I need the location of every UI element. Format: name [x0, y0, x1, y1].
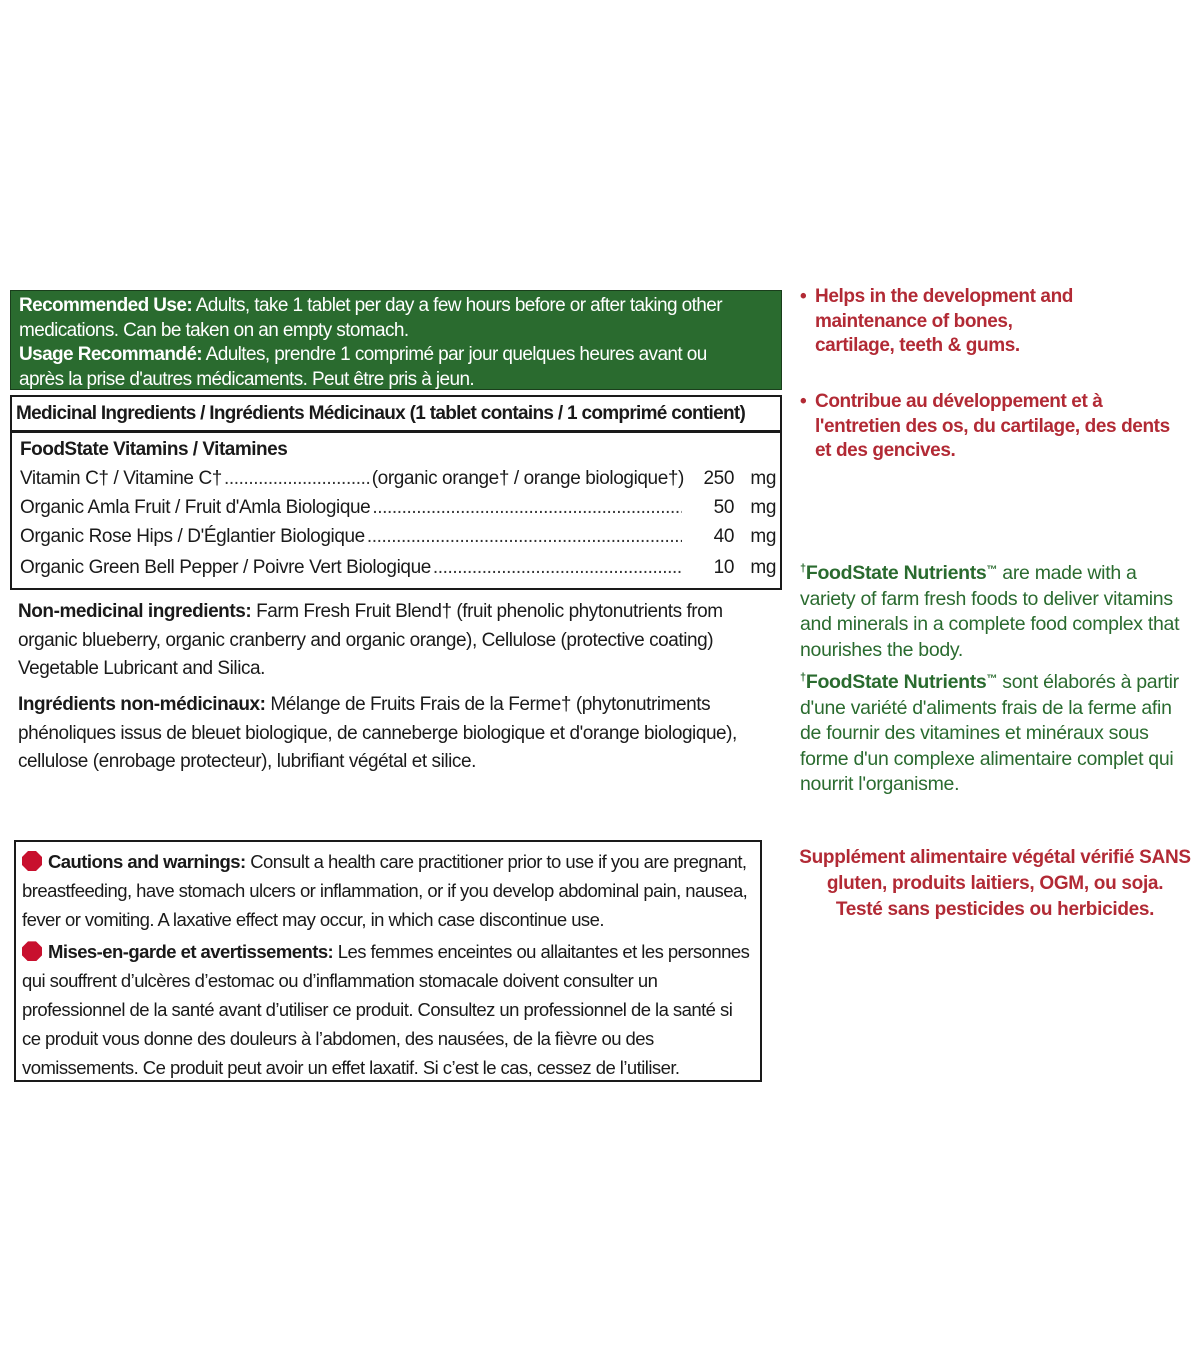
claim-en [800, 285, 1192, 359]
ingredient-name: Organic Amla Fruit / Fruit d'Amla Biologique [20, 497, 371, 518]
ingredient-row [20, 523, 776, 551]
non-medicinal-text: Farm Fresh Fruit Blend† (fruit phenolic phytonutrients from organic blueberry, organic cranberry and organic orange), Cellulose (protective coating) Vegetable Lubricant and Silica. [18, 601, 723, 679]
bullet-icon: • [800, 391, 807, 412]
ingredient-group-title: FoodState Vitamins / Vitamines [20, 439, 288, 460]
cautions-fr [22, 938, 754, 1082]
leader-dots [372, 494, 682, 522]
foodstate-note-en [800, 558, 1192, 663]
ingredient-unit: mg [750, 468, 776, 489]
non-medicinal-fr-label: Ingrédients non-médicinaux: [18, 694, 266, 715]
medicinal-ingredients-box [10, 395, 782, 590]
ingredient-amount: 50 [713, 497, 734, 518]
cautions-en [22, 848, 754, 934]
ingredient-amount: 10 [713, 557, 734, 578]
dagger-mark: † [800, 671, 806, 684]
trademark-mark: ™ [986, 673, 998, 685]
medicinal-ingredients-header: Medicinal Ingredients / Ingrédients Médicinaux (1 tablet contains / 1 comprimé contient) [12, 397, 780, 433]
cautions-box [14, 840, 762, 1082]
leader-dots [224, 465, 370, 493]
free-claim-line-1: Supplément alimentaire végétal vérifié SANS [799, 847, 1191, 868]
ingredient-amount: 250 [703, 468, 734, 489]
cautions-label: Cautions and warnings: [48, 851, 246, 872]
ingredient-amount: 40 [713, 526, 734, 547]
ingredient-unit: mg [750, 497, 776, 518]
leader-dots [367, 523, 682, 551]
ingredient-unit: mg [750, 557, 776, 578]
cautions-fr-text: Les femmes enceintes ou allaitantes et les personnes qui souffrent d’ulcères d’estomac ou d’inflammation stomacale doivent consulter un professionnel de la santé avant d’utiliser ce produit. Consultez un professionnel de la santé si ce produit vous donne des douleurs à l’abdomen, des nausées, de la fièvre ou des vomissements. Ce produit peut avoir un effet laxatif. Si c’est le cas, cessez de l’utiliser. [22, 941, 750, 1078]
cautions-fr-label: Mises-en-garde et avertissements: [48, 941, 334, 963]
stop-sign-icon [22, 851, 42, 871]
non-medicinal-en [18, 598, 778, 684]
free-claim-line-2: gluten, produits laitiers, OGM, ou soja. [826, 873, 1164, 894]
free-from-claim [795, 845, 1195, 923]
ingredient-unit: mg [750, 526, 776, 547]
foodstate-fr-text: sont élaborés à partir d'une variété d'aliments frais de la ferme afin de fournir des vitamines et minéraux sous forme d'un complexe alimentaire complet qui nourrit l'organisme. [800, 671, 1179, 795]
usage-recommande-text-1: Adultes, prendre 1 comprimé par jour quelques heures avant ou [205, 344, 707, 365]
foodstate-title: FoodState Nutrients [805, 671, 987, 693]
ingredient-row [20, 554, 776, 582]
claim-en-text: Helps in the development and maintenance of bones, cartilage, teeth & gums. [815, 286, 1074, 356]
ingredient-row [20, 465, 776, 493]
leader-dots [433, 554, 682, 582]
recommended-use-box [10, 290, 782, 390]
recommended-use-label: Recommended Use: [19, 295, 193, 316]
free-claim-line-3: Testé sans pesticides ou herbicides. [835, 899, 1155, 920]
bullet-icon: • [800, 286, 807, 307]
usage-recommande-label: Usage Recommandé: [19, 344, 203, 365]
cautions-text: Consult a health care practitioner prior to use if you are pregnant, breastfeeding, have stomach ulcers or inflammation, or if you develop abdominal pain, nausea, fever or vomiting. A laxative effect may occur, in which case discontinue use. [22, 851, 748, 930]
dagger-mark: † [800, 562, 806, 575]
ingredient-name: Vitamin C† / Vitamine C† [20, 468, 222, 489]
ingredient-row [20, 494, 776, 522]
ingredient-name: Organic Rose Hips / D'Églantier Biologique [20, 526, 365, 547]
non-medicinal-fr-text: Mélange de Fruits Frais de la Ferme† (phytonutriments phénoliques issus de bleuet biologique, de canneberge biologique et d'orange biologique), cellulose (enrobage protecteur), lubrifiant végétal et silice. [18, 694, 737, 772]
foodstate-en-text: are made with a variety of farm fresh foods to deliver vitamins and minerals in a complete food complex that nourishes the body. [800, 562, 1180, 661]
usage-recommande-fr [19, 343, 773, 368]
trademark-mark: ™ [986, 564, 998, 576]
usage-recommande-fr-2: après la prise d'autres médicaments. Peut être pris à jeun. [19, 368, 475, 390]
recommended-use-en [19, 294, 773, 319]
non-medicinal-label: Non-medicinal ingredients: [18, 601, 252, 622]
recommended-use-en-2: medications. Can be taken on an empty stomach. [19, 319, 409, 341]
recommended-use-text-1: Adults, take 1 tablet per day a few hours before or after taking other [195, 295, 722, 316]
non-medicinal-fr [18, 691, 778, 777]
claim-fr [800, 390, 1192, 464]
foodstate-title: FoodState Nutrients [805, 562, 987, 584]
ingredient-name: Organic Green Bell Pepper / Poivre Vert Biologique [20, 557, 431, 578]
stop-sign-icon [22, 941, 42, 961]
claim-fr-text: Contribue au développement et à l'entretien des os, du cartilage, des dents et des gencives. [815, 391, 1170, 461]
foodstate-note-fr [800, 667, 1192, 798]
ingredient-note: (organic orange† / orange biologique†) [371, 468, 684, 489]
